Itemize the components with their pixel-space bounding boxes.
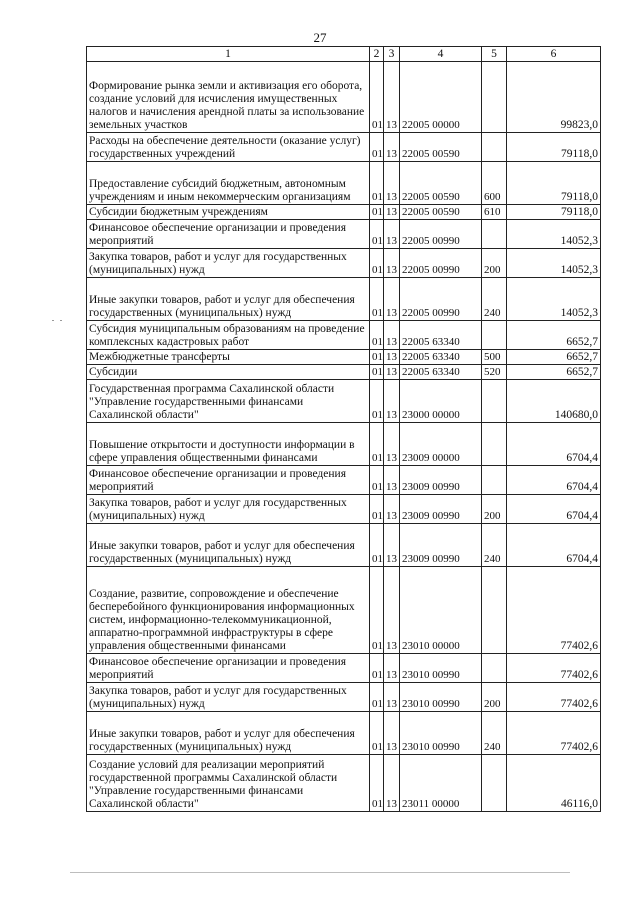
row-target-code: 23011 00000 <box>400 755 482 812</box>
row-section-code: 01 <box>370 712 384 755</box>
row-name: Иные закупки товаров, работ и услуг для обеспечения государственных (муниципальных) нужд <box>87 278 370 321</box>
row-subsection-code: 13 <box>384 162 400 205</box>
row-name: Предоставление субсидий бюджетным, автономным учреждениям и иным некоммерческим организациям <box>87 162 370 205</box>
row-expense-type-code: 520 <box>482 365 507 380</box>
row-subsection-code: 13 <box>384 365 400 380</box>
row-subsection-code: 13 <box>384 380 400 423</box>
row-name: Межбюджетные трансферты <box>87 350 370 365</box>
row-amount: 77402,6 <box>507 712 601 755</box>
row-expense-type-code: 240 <box>482 524 507 567</box>
row-expense-type-code: 500 <box>482 350 507 365</box>
row-target-code: 22005 00000 <box>400 62 482 133</box>
budget-table <box>86 46 601 812</box>
row-subsection-code: 13 <box>384 683 400 712</box>
row-expense-type-code: 200 <box>482 683 507 712</box>
row-amount: 140680,0 <box>507 380 601 423</box>
row-subsection-code: 13 <box>384 654 400 683</box>
table-row <box>87 278 601 321</box>
row-expense-type-code <box>482 62 507 133</box>
scan-artifact-line <box>70 872 570 873</box>
column-header-subsection: 3 <box>384 47 400 62</box>
row-section-code: 01 <box>370 249 384 278</box>
row-section-code: 01 <box>370 683 384 712</box>
row-section-code: 01 <box>370 162 384 205</box>
row-amount: 14052,3 <box>507 278 601 321</box>
row-section-code: 01 <box>370 278 384 321</box>
row-expense-type-code: 200 <box>482 249 507 278</box>
page-number: 27 <box>313 30 327 45</box>
row-amount: 6652,7 <box>507 321 601 350</box>
row-amount: 77402,6 <box>507 683 601 712</box>
row-amount: 14052,3 <box>507 249 601 278</box>
scan-artifact-dot <box>52 320 54 321</box>
row-name: Расходы на обеспечение деятельности (оказание услуг) государственных учреждений <box>87 133 370 162</box>
row-subsection-code: 13 <box>384 220 400 249</box>
row-section-code: 01 <box>370 654 384 683</box>
row-target-code: 22005 00590 <box>400 162 482 205</box>
row-target-code: 22005 00590 <box>400 133 482 162</box>
row-amount: 6652,7 <box>507 365 601 380</box>
row-section-code: 01 <box>370 205 384 220</box>
row-expense-type-code: 240 <box>482 278 507 321</box>
row-section-code: 01 <box>370 321 384 350</box>
row-name: Финансовое обеспечение организации и проведения мероприятий <box>87 654 370 683</box>
row-target-code: 23009 00990 <box>400 524 482 567</box>
row-amount: 6704,4 <box>507 495 601 524</box>
row-amount: 6704,4 <box>507 466 601 495</box>
table-row <box>87 365 601 380</box>
row-target-code: 22005 00990 <box>400 278 482 321</box>
scan-artifact-dot <box>60 320 62 321</box>
row-name: Формирование рынка земли и активизация его оборота, создание условий для исчисления имущественных налогов и начисления арендной платы за использование земельных участков <box>87 62 370 133</box>
row-subsection-code: 13 <box>384 495 400 524</box>
row-target-code: 22005 00990 <box>400 220 482 249</box>
table-row <box>87 162 601 205</box>
row-expense-type-code <box>482 220 507 249</box>
row-section-code: 01 <box>370 466 384 495</box>
row-name: Создание условий для реализации мероприятий государственной программы Сахалинской области "Управление государственными финансами Сахалинской области" <box>87 755 370 812</box>
table-row <box>87 350 601 365</box>
row-expense-type-code: 600 <box>482 162 507 205</box>
row-section-code: 01 <box>370 755 384 812</box>
row-expense-type-code <box>482 321 507 350</box>
row-amount: 79118,0 <box>507 205 601 220</box>
row-name: Субсидии бюджетным учреждениям <box>87 205 370 220</box>
table-row <box>87 712 601 755</box>
row-section-code: 01 <box>370 567 384 654</box>
row-target-code: 22005 63340 <box>400 350 482 365</box>
row-name: Иные закупки товаров, работ и услуг для обеспечения государственных (муниципальных) нужд <box>87 524 370 567</box>
row-target-code: 22005 63340 <box>400 321 482 350</box>
row-section-code: 01 <box>370 365 384 380</box>
table-row <box>87 380 601 423</box>
column-header-name: 1 <box>87 47 370 62</box>
row-target-code: 23009 00990 <box>400 495 482 524</box>
row-target-code: 23009 00990 <box>400 466 482 495</box>
row-expense-type-code <box>482 567 507 654</box>
row-subsection-code: 13 <box>384 567 400 654</box>
row-amount: 79118,0 <box>507 162 601 205</box>
row-subsection-code: 13 <box>384 712 400 755</box>
row-name: Повышение открытости и доступности информации в сфере управления общественными финансами <box>87 423 370 466</box>
column-header-expense-type: 5 <box>482 47 507 62</box>
row-target-code: 23000 00000 <box>400 380 482 423</box>
table-row <box>87 62 601 133</box>
table-row <box>87 683 601 712</box>
row-target-code: 23009 00000 <box>400 423 482 466</box>
row-expense-type-code <box>482 466 507 495</box>
table-row <box>87 321 601 350</box>
row-subsection-code: 13 <box>384 133 400 162</box>
table-row <box>87 423 601 466</box>
row-expense-type-code: 610 <box>482 205 507 220</box>
row-expense-type-code <box>482 133 507 162</box>
row-section-code: 01 <box>370 133 384 162</box>
table-row <box>87 495 601 524</box>
row-target-code: 22005 00990 <box>400 249 482 278</box>
row-target-code: 23010 00990 <box>400 654 482 683</box>
row-name: Создание, развитие, сопровождение и обеспечение бесперебойного функционирования информационных систем, информационно-телекоммуникационной, аппаратно-программной инфраструктуры в сфере управления общественными финансами <box>87 567 370 654</box>
row-subsection-code: 13 <box>384 466 400 495</box>
row-expense-type-code <box>482 380 507 423</box>
row-section-code: 01 <box>370 423 384 466</box>
column-header-target-code: 4 <box>400 47 482 62</box>
row-amount: 46116,0 <box>507 755 601 812</box>
row-amount: 6704,4 <box>507 423 601 466</box>
row-name: Финансовое обеспечение организации и проведения мероприятий <box>87 466 370 495</box>
row-subsection-code: 13 <box>384 321 400 350</box>
row-amount: 79118,0 <box>507 133 601 162</box>
row-amount: 99823,0 <box>507 62 601 133</box>
row-subsection-code: 13 <box>384 205 400 220</box>
column-header-amount: 6 <box>507 47 601 62</box>
row-target-code: 23010 00990 <box>400 683 482 712</box>
table-row <box>87 466 601 495</box>
row-expense-type-code <box>482 755 507 812</box>
row-subsection-code: 13 <box>384 423 400 466</box>
column-header-section: 2 <box>370 47 384 62</box>
row-section-code: 01 <box>370 495 384 524</box>
row-name: Субсидия муниципальным образованиям на проведение комплексных кадастровых работ <box>87 321 370 350</box>
table-row <box>87 249 601 278</box>
row-expense-type-code: 200 <box>482 495 507 524</box>
row-section-code: 01 <box>370 350 384 365</box>
table-row <box>87 654 601 683</box>
row-name: Государственная программа Сахалинской области "Управление государственными финансами Сахалинской области" <box>87 380 370 423</box>
table-row <box>87 205 601 220</box>
row-section-code: 01 <box>370 62 384 133</box>
row-subsection-code: 13 <box>384 755 400 812</box>
row-name: Закупка товаров, работ и услуг для государственных (муниципальных) нужд <box>87 249 370 278</box>
table-row <box>87 524 601 567</box>
row-amount: 6652,7 <box>507 350 601 365</box>
table-row <box>87 755 601 812</box>
row-subsection-code: 13 <box>384 350 400 365</box>
row-section-code: 01 <box>370 380 384 423</box>
row-target-code: 22005 63340 <box>400 365 482 380</box>
row-name: Закупка товаров, работ и услуг для государственных (муниципальных) нужд <box>87 683 370 712</box>
row-amount: 77402,6 <box>507 654 601 683</box>
row-target-code: 23010 00990 <box>400 712 482 755</box>
row-amount: 6704,4 <box>507 524 601 567</box>
row-name: Закупка товаров, работ и услуг для государственных (муниципальных) нужд <box>87 495 370 524</box>
row-expense-type-code <box>482 423 507 466</box>
row-subsection-code: 13 <box>384 524 400 567</box>
row-section-code: 01 <box>370 524 384 567</box>
row-subsection-code: 13 <box>384 62 400 133</box>
row-amount: 14052,3 <box>507 220 601 249</box>
header-row <box>87 47 601 62</box>
row-target-code: 22005 00590 <box>400 205 482 220</box>
row-amount: 77402,6 <box>507 567 601 654</box>
row-subsection-code: 13 <box>384 278 400 321</box>
row-expense-type-code: 240 <box>482 712 507 755</box>
table-row <box>87 567 601 654</box>
row-name: Финансовое обеспечение организации и проведения мероприятий <box>87 220 370 249</box>
row-expense-type-code <box>482 654 507 683</box>
row-name: Иные закупки товаров, работ и услуг для обеспечения государственных (муниципальных) нужд <box>87 712 370 755</box>
table-row <box>87 220 601 249</box>
row-subsection-code: 13 <box>384 249 400 278</box>
row-target-code: 23010 00000 <box>400 567 482 654</box>
row-section-code: 01 <box>370 220 384 249</box>
table-row <box>87 133 601 162</box>
row-name: Субсидии <box>87 365 370 380</box>
